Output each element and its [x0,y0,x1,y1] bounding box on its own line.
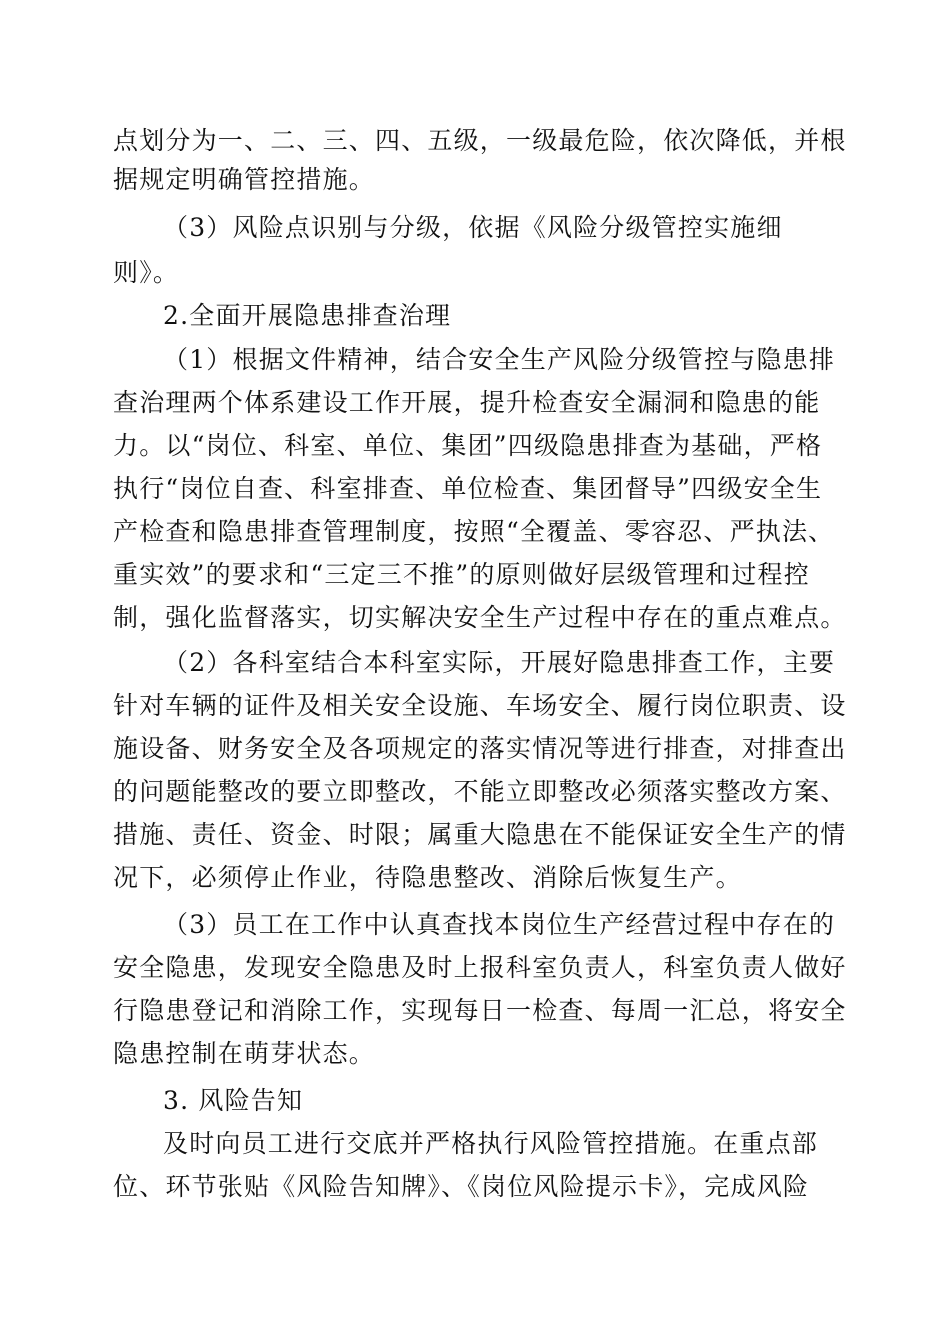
paragraph-line: 产检查和隐患排查管理制度，按照“全覆盖、零容忍、严执法、 [113,517,835,546]
paragraph-line: 安全隐患，发现安全隐患及时上报科室负责人，科室负责人做好 [113,953,847,982]
paragraph-line: 施设备、财务安全及各项规定的落实情况等进行排查，对排查出 [113,734,847,763]
paragraph-line: 制，强化监督落实，切实解决安全生产过程中存在的重点难点。 [113,603,847,632]
paragraph-line: （1）根据文件精神，结合安全生产风险分级管控与隐患排 [163,345,836,374]
paragraph-line: 的问题能整改的要立即整改，不能立即整改必须落实整改方案、 [113,777,847,806]
paragraph-line: 据规定明确管控措施。 [113,165,376,194]
section-heading: 2.全面开展隐患排查治理 [163,301,452,330]
paragraph-line: （3）风险点识别与分级，依据《风险分级管控实施细 [163,213,783,242]
paragraph-line: 措施、责任、资金、时限；属重大隐患在不能保证安全生产的情 [113,820,847,849]
paragraph-line: 隐患控制在萌芽状态。 [113,1039,376,1068]
paragraph-line: 则》。 [113,258,180,287]
paragraph-line: 况下，必须停止作业，待隐患整改、消除后恢复生产。 [113,863,742,892]
paragraph-line: 执行“岗位自查、科室排查、单位检查、集团督导”四级安全生 [113,474,823,503]
paragraph-line: 行隐患登记和消除工作，实现每日一检查、每周一汇总，将安全 [113,996,847,1025]
paragraph-line: 重实效”的要求和“三定三不推”的原则做好层级管理和过程控 [113,560,810,589]
paragraph-line: 力。以“岗位、科室、单位、集团”四级隐患排查为基础，严格 [113,431,823,460]
paragraph-line: 针对车辆的证件及相关安全设施、车场安全、履行岗位职责、设 [113,691,847,720]
paragraph-line: （2）各科室结合本科室实际，开展好隐患排查工作，主要 [163,648,836,677]
paragraph-line: 及时向员工进行交底并严格执行风险管控措施。在重点部 [163,1129,819,1158]
paragraph-line: 点划分为一、二、三、四、五级，一级最危险，依次降低，并根 [113,126,847,155]
paragraph-line: 位、环节张贴《风险告知牌》、《岗位风险提示卡》，完成风险 [113,1172,810,1201]
section-heading: 3. 风险告知 [163,1086,304,1115]
paragraph-line: 查治理两个体系建设工作开展，提升检查安全漏洞和隐患的能 [113,388,821,417]
paragraph-line: （3）员工在工作中认真查找本岗位生产经营过程中存在的 [163,910,836,939]
